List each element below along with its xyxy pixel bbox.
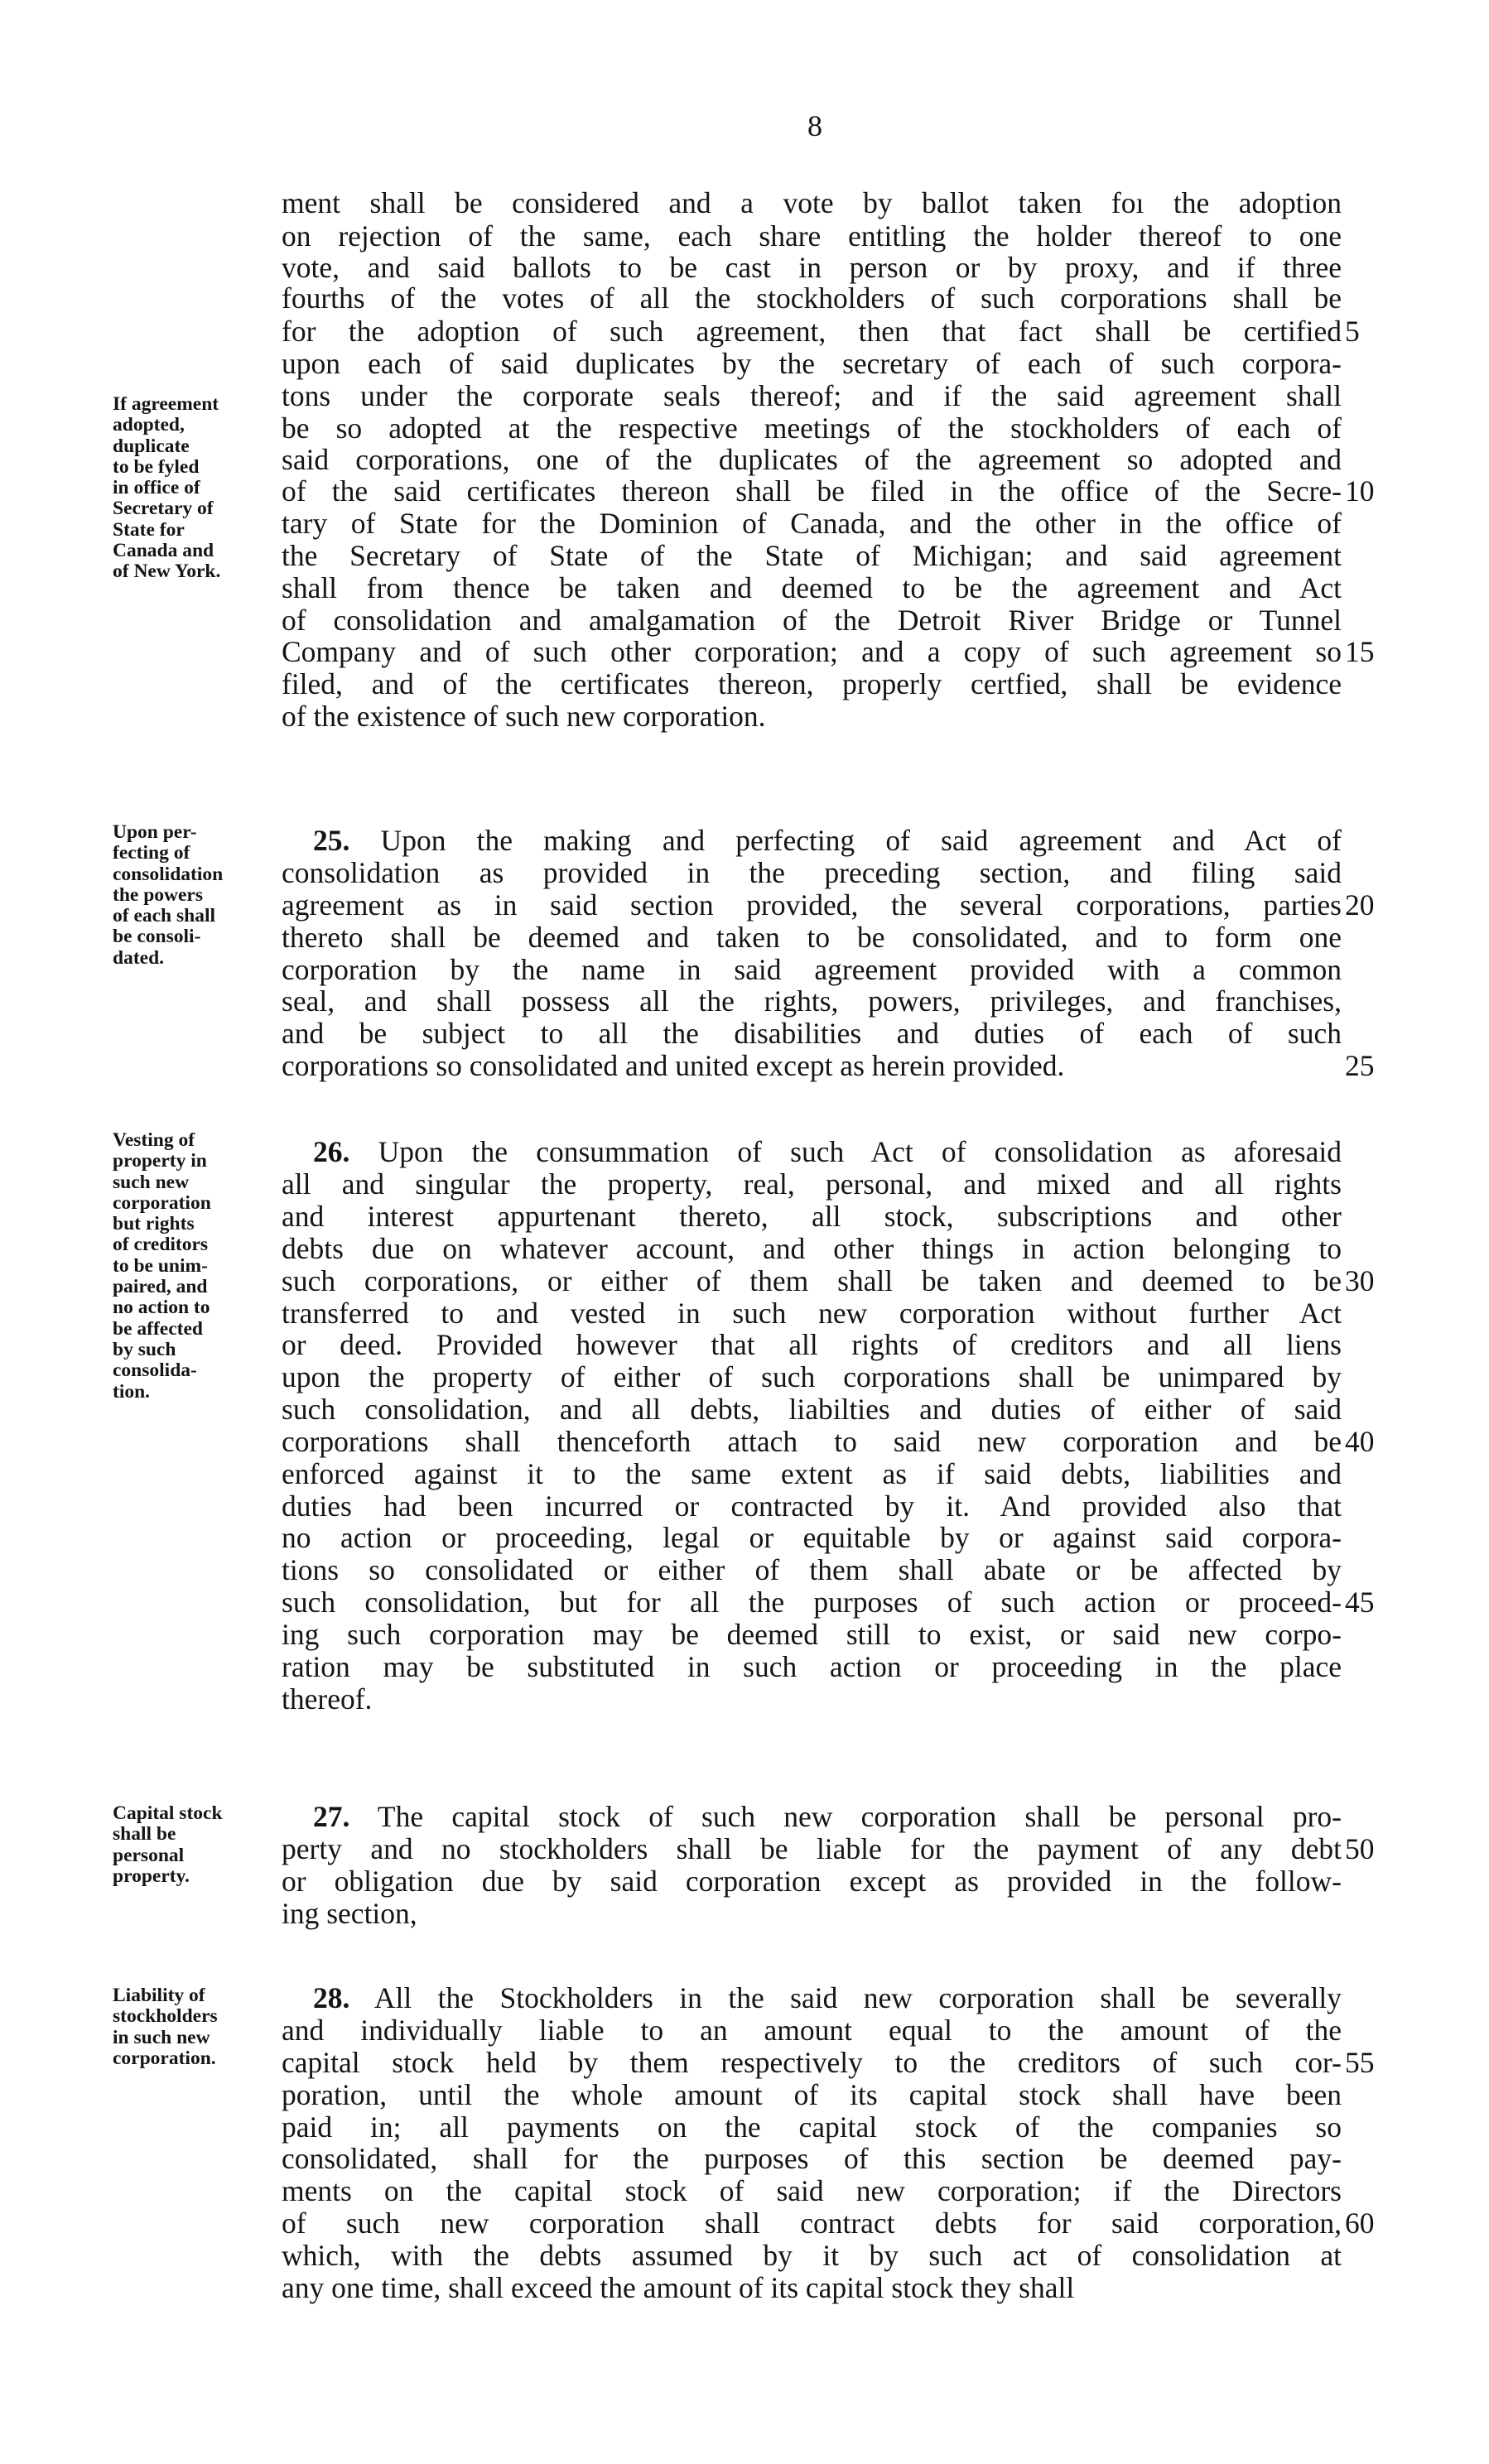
margin-note [113, 394, 278, 583]
line-number: 45 [1345, 1586, 1375, 1619]
section-number: 27. [313, 1800, 350, 1833]
text-line [282, 1232, 1342, 1265]
text-span: ing such corporation may be deemed still to exist, or said new corpo- [282, 1618, 1342, 1651]
text-line [282, 635, 1342, 668]
text-span: of the said certificates thereon shall be filed in the office of the Secre- [282, 474, 1342, 508]
text-span: such corporations, or either of them shall be taken and deemed to be [282, 1264, 1342, 1297]
text-line [282, 2110, 1342, 2144]
text-line [282, 2078, 1342, 2111]
text-line [282, 571, 1342, 604]
margin-note-line: corporation. [113, 2047, 216, 2069]
text-span: enforced against it to the same extent as if said debts, liabilities and [282, 1457, 1342, 1490]
margin-note-line: tion. [113, 1380, 151, 1403]
margin-note-line: of each shall [113, 905, 216, 927]
text-span: seal, and shall possess all the rights, powers, privileges, and franchises, [282, 984, 1342, 1018]
line-number: 50 [1345, 1832, 1375, 1865]
text-span: fourths of the votes of all the stockholders of such corporations shall be [282, 282, 1342, 315]
margin-note-line: property. [113, 1865, 190, 1887]
text-span: corporations shall thenceforth attach to said new corporation and be [282, 1425, 1342, 1458]
text-line [282, 251, 1342, 284]
margin-note-line: Canada and [113, 540, 214, 562]
text-span: thereof. [282, 1682, 373, 1716]
text-line [282, 282, 1342, 315]
margin-note-line: duplicate [113, 435, 190, 457]
text-line [282, 315, 1342, 348]
text-span: on rejection of the same, each share entitling the holder thereof to one [282, 219, 1342, 253]
text-span: and interest appurtenant thereto, all stock, subscriptions and other [282, 1200, 1342, 1233]
margin-note-line: shall be [113, 1823, 176, 1846]
text-span: capital stock held by them respectively to the creditors of such cor- [282, 2046, 1342, 2079]
text-line [282, 411, 1342, 445]
text-line [282, 1800, 1342, 1833]
text-span: or deed. Provided however that all rights of creditors and all liens [282, 1328, 1342, 1361]
margin-note-line: by such [113, 1338, 176, 1360]
text-line [282, 2271, 1342, 2304]
text-span: perty and no stockholders shall be liable for the payment of any debt [282, 1832, 1342, 1865]
text-line [282, 1264, 1342, 1297]
text-span: paid in; all payments on the capital stock of the companies so [282, 2110, 1342, 2144]
text-span: thereto shall be deemed and taken to be consolidated, and to form one [282, 921, 1342, 954]
line-number: 60 [1345, 2207, 1375, 2240]
text-span: of such new corporation shall contract debts for said corporation, [282, 2207, 1342, 2240]
text-span: for the adoption of such agreement, then that fact shall be certified [282, 315, 1342, 348]
section-number: 25. [313, 824, 350, 857]
line-number: 20 [1345, 888, 1375, 922]
margin-note-line: consolida- [113, 1360, 197, 1382]
margin-note-line: dated. [113, 946, 165, 969]
text-line [282, 2174, 1342, 2207]
text-line [282, 1618, 1342, 1651]
text-line [282, 1393, 1342, 1426]
line-number: 25 [1345, 1049, 1375, 1082]
text-line [282, 1135, 1342, 1168]
text-span: agreement as in said section provided, the several corporations, parties [282, 888, 1342, 922]
margin-note-line: the powers [113, 883, 203, 906]
margin-note-line: in office of [113, 477, 200, 499]
text-span: Upon the making and perfecting of said agreement and Act of [349, 824, 1342, 857]
margin-note-line: of New York. [113, 561, 221, 583]
text-line [282, 2207, 1342, 2240]
margin-note-line: adopted, [113, 414, 185, 436]
text-line [282, 1167, 1342, 1201]
text-line [282, 379, 1342, 412]
text-line [282, 1200, 1342, 1233]
line-number: 10 [1345, 474, 1375, 508]
margin-note-line: fecting of [113, 842, 190, 864]
margin-note-line: be affected [113, 1317, 203, 1340]
text-line [282, 921, 1342, 954]
text-line [282, 1832, 1342, 1865]
margin-note-line: but rights [113, 1213, 195, 1235]
text-span: and individually liable to an amount equal to the amount of the [282, 2014, 1342, 2047]
text-line [282, 1682, 1342, 1716]
text-span: upon the property of either of such corporations shall be unimpared by [282, 1360, 1342, 1393]
text-line [282, 1017, 1342, 1050]
text-span: All the Stockholders in the said new corporation shall be severally [349, 1981, 1342, 2014]
text-line [282, 1457, 1342, 1490]
text-line [282, 219, 1342, 253]
margin-note [113, 1803, 278, 1887]
text-span: said corporations, one of the duplicates of the agreement so adopted and [282, 443, 1342, 476]
text-line [282, 1049, 1342, 1082]
margin-note-line: Vesting of [113, 1129, 195, 1151]
page-number: 8 [807, 109, 822, 142]
text-span: of consolidation and amalgamation of the Detroit River Bridge or Tunnel [282, 604, 1342, 637]
text-span: debts due on whatever account, and other things in action belonging to [282, 1232, 1342, 1265]
text-line [282, 1897, 1342, 1930]
text-line [282, 2046, 1342, 2079]
text-span: shall from thence be taken and deemed to be the agreement and Act [282, 571, 1342, 604]
text-span: corporation by the name in said agreement provided with a common [282, 953, 1342, 986]
text-span: consolidation as provided in the preceding section, and filing said [282, 856, 1342, 889]
text-line [282, 1553, 1342, 1586]
text-line [282, 1981, 1342, 2014]
text-line [282, 1360, 1342, 1393]
text-line [282, 443, 1342, 476]
section-number: 26. [313, 1135, 350, 1168]
text-span: ration may be substituted in such action or proceeding in the place [282, 1650, 1342, 1683]
margin-note [113, 1130, 278, 1403]
text-line [282, 824, 1342, 857]
text-span: tons under the corporate seals thereof; and if the said agreement shall [282, 379, 1342, 412]
text-line [282, 1650, 1342, 1683]
text-line [282, 474, 1342, 508]
text-span: tary of State for the Dominion of Canada, and the other in the office of [282, 507, 1342, 540]
margin-note-line: to be fyled [113, 455, 200, 478]
text-span: corporations so consolidated and united except as herein provided. [282, 1049, 1065, 1082]
text-span: Company and of such other corporation; and a copy of such agreement so [282, 635, 1342, 668]
line-number: 5 [1345, 315, 1360, 348]
margin-note-line: to be unim- [113, 1254, 208, 1277]
text-line [282, 2014, 1342, 2047]
text-span: no action or proceeding, legal or equitable by or against said corpora- [282, 1521, 1342, 1554]
text-span: upon each of said duplicates by the secretary of each of such corpora- [282, 347, 1342, 380]
line-number: 55 [1345, 2046, 1375, 2079]
text-line [282, 984, 1342, 1018]
text-span: filed, and of the certificates thereon, properly certfied, shall be evidence [282, 667, 1342, 700]
text-span: be so adopted at the respective meetings of the stockholders of each of [282, 411, 1342, 445]
text-line [282, 1521, 1342, 1554]
margin-note-line: stockholders [113, 2005, 218, 2028]
text-span: ments on the capital stock of said new corporation; if the Directors [282, 2174, 1342, 2207]
margin-note-line: Secretary of [113, 498, 214, 520]
margin-note-line: Upon per- [113, 821, 197, 843]
margin-note-line: Capital stock [113, 1802, 223, 1824]
text-span: vote, and said ballots to be cast in person or by proxy, and if three [282, 251, 1342, 284]
margin-note-line: corporation [113, 1191, 211, 1214]
line-number: 30 [1345, 1264, 1375, 1297]
line-number: 15 [1345, 635, 1375, 668]
text-span: any one time, shall exceed the amount of its capital stock they shall [282, 2271, 1075, 2304]
text-span: such consolidation, and all debts, liabilties and duties of either of said [282, 1393, 1342, 1426]
text-line [282, 347, 1342, 380]
margin-note-line: Liability of [113, 1985, 205, 2006]
text-line [282, 604, 1342, 637]
margin-note-line: no action to [113, 1297, 210, 1319]
text-span: such consolidation, but for all the purposes of such action or proceed- [282, 1586, 1342, 1619]
text-span: transferred to and vested in such new corporation without further Act [282, 1297, 1342, 1330]
margin-note-line: paired, and [113, 1276, 208, 1298]
text-span: ing section, [282, 1897, 417, 1930]
text-span: poration, until the whole amount of its capital stock shall have been [282, 2078, 1342, 2111]
text-line [282, 507, 1342, 540]
margin-note-line: be consoli- [113, 926, 201, 948]
text-span: or obligation due by said corporation except as provided in the follow- [282, 1865, 1342, 1898]
margin-note-line: of creditors [113, 1234, 209, 1256]
text-line [282, 700, 1342, 733]
text-line [282, 2239, 1342, 2272]
text-line [282, 1489, 1342, 1523]
text-span: of the existence of such new corporation. [282, 700, 766, 733]
text-span: ment shall be considered and a vote by ballot taken foı the adoption [282, 186, 1342, 219]
text-line [282, 186, 1342, 219]
text-line [282, 1328, 1342, 1361]
text-line [282, 888, 1342, 922]
line-number: 40 [1345, 1425, 1375, 1458]
margin-note-line: State for [113, 518, 185, 541]
text-span: tions so consolidated or either of them shall abate or be affected by [282, 1553, 1342, 1586]
margin-note-line: such new [113, 1171, 190, 1193]
text-line [282, 1865, 1342, 1898]
text-span: and be subject to all the disabilities and duties of each of such [282, 1017, 1342, 1050]
margin-note-line: If agreement [113, 393, 219, 415]
text-span: duties had been incurred or contracted by it. And provided also that [282, 1489, 1342, 1523]
text-span: Upon the consummation of such Act of consolidation as aforesaid [349, 1135, 1342, 1168]
text-span: which, with the debts assumed by it by such act of consolidation at [282, 2239, 1342, 2272]
text-line [282, 1425, 1342, 1458]
margin-note-line: personal [113, 1844, 185, 1866]
margin-note [113, 822, 278, 969]
text-span: all and singular the property, real, personal, and mixed and all rights [282, 1167, 1342, 1201]
text-line [282, 1297, 1342, 1330]
text-line [282, 2142, 1342, 2175]
margin-note-line: property in [113, 1150, 207, 1172]
text-line [282, 953, 1342, 986]
section-number: 28. [313, 1981, 350, 2014]
text-line [282, 856, 1342, 889]
margin-note-line: consolidation [113, 863, 224, 885]
text-span: consolidated, shall for the purposes of this section be deemed pay- [282, 2142, 1342, 2175]
text-line [282, 539, 1342, 572]
text-span: the Secretary of State of the State of Michigan; and said agreement [282, 539, 1342, 572]
text-line [282, 1586, 1342, 1619]
margin-note [113, 1985, 278, 2069]
margin-note-line: in such new [113, 2026, 210, 2048]
text-span: The capital stock of such new corporation shall be personal pro- [349, 1800, 1342, 1833]
text-line [282, 667, 1342, 700]
